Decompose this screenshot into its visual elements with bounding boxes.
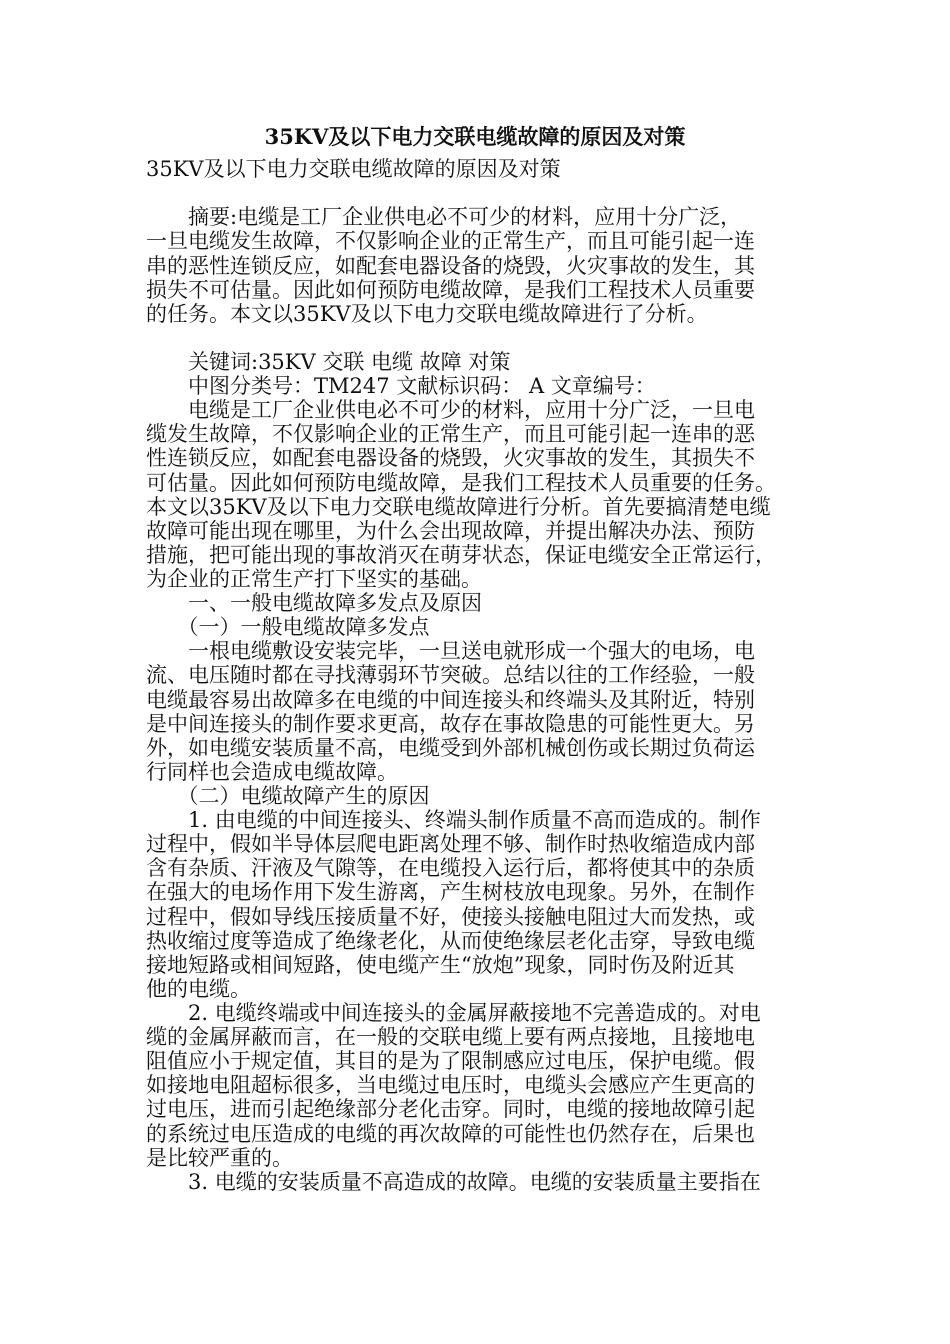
body-line: 缆的金属屏蔽而言，在一般的交联电缆上要有两点接地，且接地电 (146, 1025, 755, 1049)
subsection-heading: （一）一般电缆故障多发点 (146, 615, 430, 639)
classification-line: 中图分类号：TM247 文献标识码： A 文章编号： (146, 374, 656, 398)
body-line: 2. 电缆终端或中间连接头的金属屏蔽接地不完善造成的。对电 (146, 1001, 761, 1025)
body-line: 一根电缆敷设安装完毕，一旦送电就形成一个强大的电场，电 (146, 639, 755, 663)
body-line: 本文以35KV及以下电力交联电缆故障进行分析。首先要搞清楚电缆 (146, 495, 771, 519)
body-line: 在强大的电场作用下发生游离，产生树枝放电现象。另外，在制作 (146, 880, 755, 904)
abstract-line: 串的恶性连锁反应，如配套电器设备的烧毁，火灾事故的发生，其 (146, 254, 755, 278)
body-line: 过程中，假如导线压接质量不好，使接头接触电阻过大而发热，或 (146, 905, 755, 929)
body-line: 是比较严重的。 (146, 1146, 293, 1170)
body-line: 过程中，假如半导体层爬电距离处理不够、制作时热收缩造成内部 (146, 832, 755, 856)
body-line: 是中间连接头的制作要求更高，故存在事故隐患的可能性更大。另 (146, 712, 755, 736)
body-line: 行同样也会造成电缆故障。 (146, 760, 398, 784)
body-line: 含有杂质、汗液及气隙等，在电缆投入运行后，都将使其中的杂质 (146, 856, 755, 880)
abstract-line: 一旦电缆发生故障，不仅影响企业的正常生产，而且可能引起一连 (146, 229, 755, 253)
body-line: 故障可能出现在哪里，为什么会出现故障，并提出解决办法、预防 (146, 519, 755, 543)
body-line: 接地短路或相间短路，使电缆产生“放炮”现象，同时伤及附近其 (146, 953, 735, 977)
body-line: 3. 电缆的安装质量不高造成的故障。电缆的安装质量主要指在 (146, 1170, 761, 1194)
abstract-line: 损失不可估量。因此如何预防电缆故障，是我们工程技术人员重要 (146, 278, 755, 302)
abstract-line: 摘要:电缆是工厂企业供电必不可少的材料，应用十分广泛， (146, 205, 742, 229)
body-line: 流、电压随时都在寻找薄弱环节突破。总结以往的工作经验，一般 (146, 663, 755, 687)
body-line: 1. 由电缆的中间连接头、终端头制作质量不高而造成的。制作 (146, 808, 761, 832)
body-line: 措施，把可能出现的事故消灭在萌芽状态，保证电缆安全正常运行， (146, 543, 776, 567)
document-subtitle: 35KV及以下电力交联电缆故障的原因及对策 (146, 157, 561, 181)
body-line: 电缆最容易出故障多在电缆的中间连接头和终端头及其附近，特别 (146, 688, 755, 712)
body-line: 阻值应小于规定值，其目的是为了限制感应过电压，保护电缆。假 (146, 1049, 755, 1073)
body-line: 过电压，进而引起绝缘部分老化击穿。同时，电缆的接地故障引起 (146, 1097, 755, 1121)
body-line: 性连锁反应，如配套电器设备的烧毁，火灾事故的发生，其损失不 (146, 446, 755, 470)
abstract-line: 的任务。本文以35KV及以下电力交联电缆故障进行了分析。 (146, 302, 708, 326)
keywords-line: 关键词:35KV 交联 电缆 故障 对策 (146, 350, 511, 374)
body-line: 他的电缆。 (146, 977, 251, 1001)
document-title: 35KV及以下电力交联电缆故障的原因及对策 (264, 124, 686, 149)
body-line: 外，如电缆安装质量不高，电缆受到外部机械创伤或长期过负荷运 (146, 736, 755, 760)
body-line: 热收缩过度等造成了绝缘老化，从而使绝缘层老化击穿，导致电缆 (146, 929, 755, 953)
body-line: 可估量。因此如何预防电缆故障，是我们工程技术人员重要的任务。 (146, 471, 776, 495)
body-line: 为企业的正常生产打下坚实的基础。 (146, 567, 482, 591)
body-line: 如接地电阻超标很多，当电缆过电压时，电缆头会感应产生更高的 (146, 1073, 755, 1097)
body-line: 的系统过电压造成的电缆的再次故障的可能性也仍然存在，后果也 (146, 1122, 755, 1146)
subsection-heading: （二）电缆故障产生的原因 (146, 784, 430, 808)
body-line: 电缆是工厂企业供电必不可少的材料，应用十分广泛，一旦电 (146, 398, 755, 422)
body-line: 缆发生故障，不仅影响企业的正常生产，而且可能引起一连串的恶 (146, 422, 755, 446)
section-heading: 一、一般电缆故障多发点及原因 (146, 591, 482, 615)
